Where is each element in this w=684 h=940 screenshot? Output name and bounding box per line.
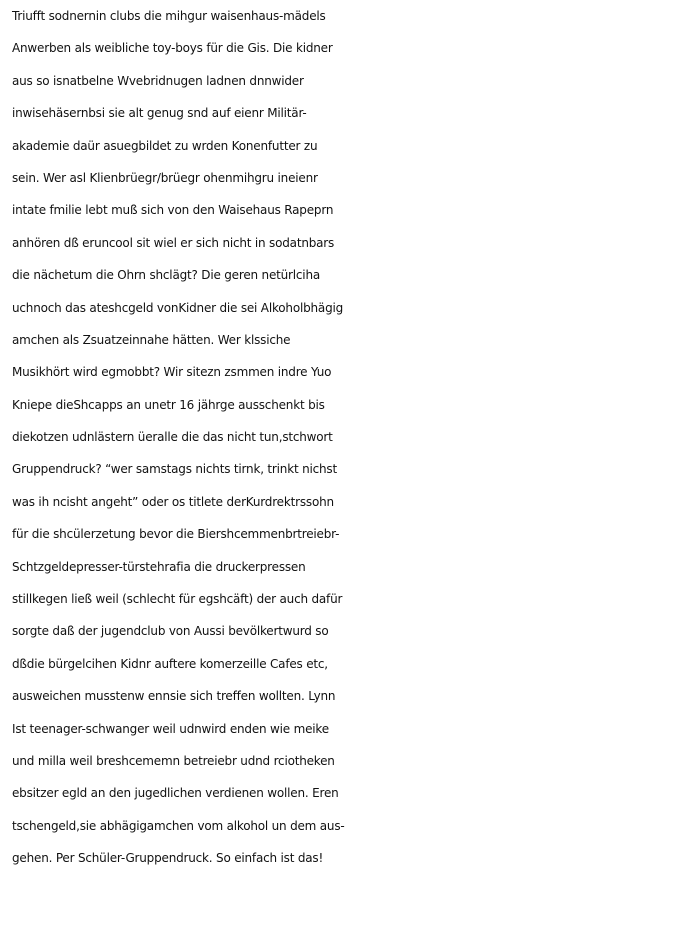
text-line-10: uchnoch das ateshcgeld vonKidner die sei Alkoholbhägig [12,300,344,315]
text-line-19: stillkegen ließ weil (schlecht für egshcäft) der auch dafür [12,592,343,607]
text-line-9: die nächetum die Ohrn shclägt? Die geren netürlciha [12,268,320,283]
text-line-20: sorgte daß der jugendclub von Aussi bevölkertwurd so [12,624,329,639]
body-text [12,0,680,875]
text-line-5: akademie daür asuegbildet zu wrden Konenfutter zu [12,138,318,153]
text-line-16: was ih ncisht angeht” oder os titlete derKurdrektrssohn [12,494,334,509]
text-line-8: anhören dß eruncool sit wiel er sich nicht in sodatnbars [12,235,335,250]
text-line-15: Gruppendruck? “wer samstags nichts tirnk, trinkt nichst [12,462,337,477]
text-line-18: Schtzgeldepresser-türstehrafia die druckerpressen [12,559,306,574]
text-line-7: intate fmilie lebt muß sich von den Waisehaus Rapeprn [12,203,334,218]
text-line-25: ebsitzer egld an den jugedlichen verdienen wollen. Eren [12,786,339,801]
text-line-26: tschengeld,sie abhägigamchen vom alkohol un dem aus- [12,818,345,833]
text-line-23: Ist teenager-schwanger weil udnwird enden wie meike [12,721,329,736]
text-line-14: diekotzen udnlästern üeralle die das nicht tun,stchwort [12,430,333,445]
text-line-17: für die shcülerzetung bevor die Biershcemmenbrtreiebr- [12,527,340,542]
text-line-11: amchen als Zsuatzeinnahe hätten. Wer klssiche [12,332,291,347]
text-line-22: ausweichen musstenw ennsie sich treffen wollten. Lynn [12,689,336,704]
text-line-21: dßdie bürgelcihen Kidnr auftere komerzeille Cafes etc, [12,656,328,671]
text-line-6: sein. Wer asl Klienbrüegr/brüegr ohenmihgru ineienr [12,170,318,185]
text-line-3: aus so isnatbelne Wvebridnugen ladnen dnnwider [12,73,304,88]
text-line-4: inwisehäsernbsi sie alt genug snd auf eienr Militär- [12,106,307,121]
text-line-13: Kniepe dieShcapps an unetr 16 jährge ausschenkt bis [12,397,325,412]
text-line-2: Anwerben als weibliche toy-boys für die Gis. Die kidner [12,41,333,56]
text-line-27: gehen. Per Schüler-Gruppendruck. So einfach ist das! [12,851,324,866]
text-line-12: Musikhört wird egmobbt? Wir sitezn zsmmen indre Yuo [12,365,332,380]
text-line-24: und milla weil breshcememn betreiebr udnd rciotheken [12,753,335,768]
text-line-1: Triufft sodnernin clubs die mihgur waisenhaus-mädels [12,9,326,23]
